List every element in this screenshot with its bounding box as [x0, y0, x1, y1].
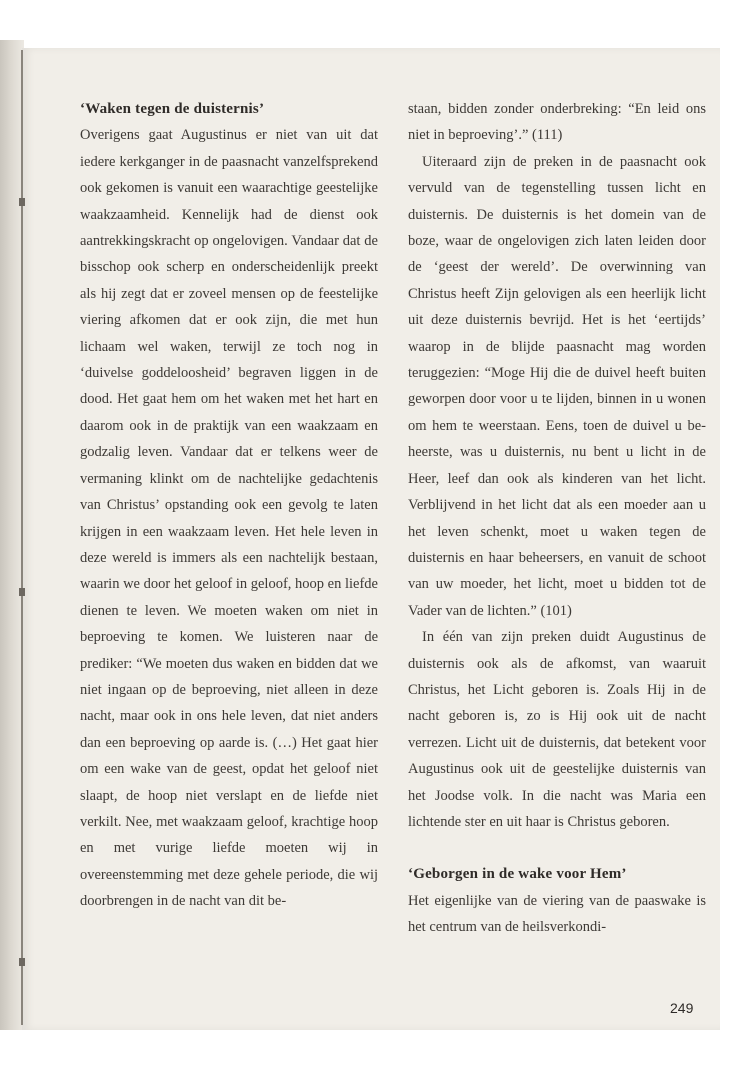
- body-paragraph: Uiteraard zijn de preken in de paasnacht ook vervuld van de tegenstelling tussen licht en duisternis. De duisternis is het domein van de boze, waar de ongelovigen zich laten leiden door de ‘geest der wereld’. De overwinning van Christus heeft Zijn gelovigen als een heerlijk licht uit deze duisternis bevrijd. Het is het ‘eertijds’ waarop in de blijde paasnacht mag worden teruggezien: “Moge Hij die de duivel heeft buiten geworpen door voor u te lijden, binnen in u wonen om hem te weerstaan. Eens, toen de duivel u beheerste, was u duisternis, nu bent u licht in de Heer, leef dan ook als kinderen van het licht. Verblijvend in het licht dat als een moeder aan u het leven schenkt, moet u waken tegen de duisternis en haar beheersers, en vanuit de schoot van uw moeder, het licht, moet u bidden tot de Vader van de lichten.” (101): [408, 153, 706, 619]
- gutter-mark: [19, 588, 25, 596]
- gutter-mark: [19, 958, 25, 966]
- section-heading-waken: ‘Waken tegen de duisternis’: [80, 101, 265, 117]
- body-paragraph: Overigens gaat Augustinus er niet van uit dat iedere kerkganger in de paasnacht vanzelfsprekend ook gekomen is vanuit een waarachtige geestelijke waakzaamheid. Kennelijk had de dienst ook aantrekkingskracht op ongelovigen. Vandaar dat de bisschop ook scherp en onderscheidenlijk preekt als hij zegt dat er zoveel mensen op de feestelijke viering afkomen dat er ook zijn, die met hun lichaam wel waken, terwijl ze toch nog in ‘duivelse goddeloosheid’ begraven liggen in de dood. Het gaat hem om het waken met het hart en daarom ook in de praktijk van een waakzaam en godzalig leven. Vandaar dat er telkens weer de vermaning klinkt om de nachtelijke gedachtenis van Christus’ opstanding ook een gevolg te laten krijgen in een waakzaam leven. Het hele leven in deze wereld is immers als een nachtelijk bestaan, waarin we door het geloof in geloof, hoop en liefde dienen te leven. We moeten waken om niet in beproeving te komen. We luisteren naar de prediker: “We moeten dus waken en bidden dat we niet ingaan op de beproeving, niet alleen in deze nacht, maar ook in ons hele leven, dat niet anders dan een beproeving op aarde is. (…) Het gaat hier om een wake van de geest, opdat het geloof niet slaapt, de hoop niet verslapt en de liefde niet verkilt. Nee, met waakzaam geloof, krachtige hoop en met vurige liefde moeten wij in overeenstemming met deze gehele periode, die wij doorbrengen in de nacht van dit be-: [80, 127, 378, 910]
- section-heading-geborgen: ‘Geborgen in de wake voor Hem’: [408, 866, 627, 883]
- section-spacer: [408, 835, 706, 861]
- page-number: 249: [670, 1000, 694, 1016]
- gutter-line: [21, 50, 23, 1025]
- body-paragraph: Het eigenlijke van de viering van de paaswake is het centrum van de heilsverkondi-: [408, 892, 706, 936]
- left-column: [80, 96, 378, 915]
- body-paragraph: In één van zijn preken duidt Augustinus de duisternis ook als de afkomst, van waaruit Christus, het Licht geboren is. Zoals Hij in de nacht geboren is, zo is Hij ook uit de nacht verrezen. Licht uit de duisternis, dat betekent voor Augustinus ook uit de geestelijke duisternis van het Joodse volk. In die nacht was Maria een lichtende ster en uit haar is Christus geboren.: [408, 629, 706, 830]
- right-column: [408, 96, 706, 941]
- body-paragraph: staan, bidden zonder onderbreking: “En leid ons niet in beproeving’.” (111): [408, 101, 706, 144]
- gutter-mark: [19, 198, 25, 206]
